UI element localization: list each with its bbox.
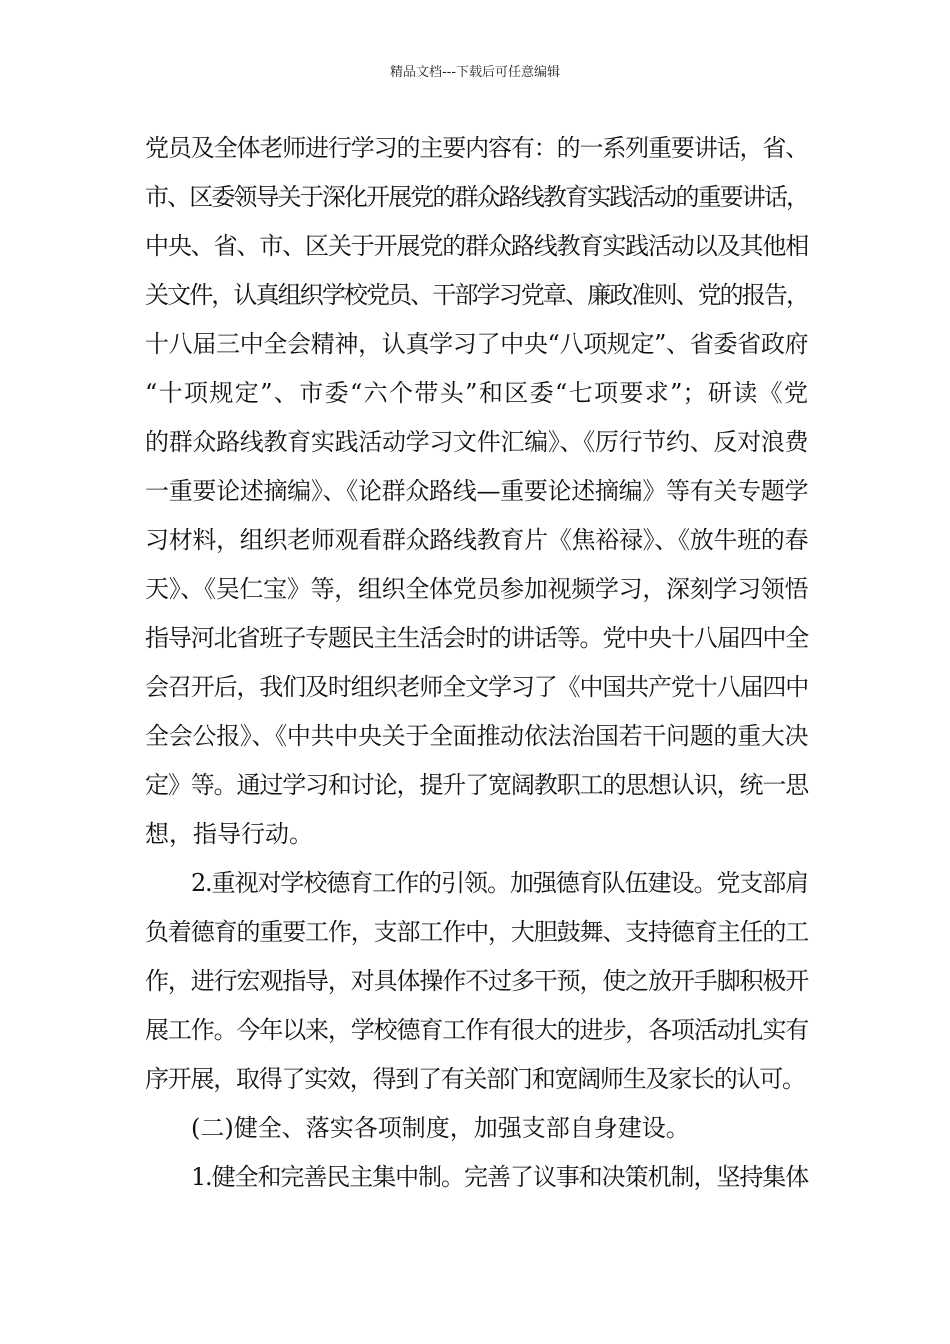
text-line: 指导河北省班子专题民主生活会时的讲话等。党中央十八届四中全 [145,624,808,652]
text-line: 2.重视对学校德育工作的引领。加强德育队伍建设。党支部肩 [191,869,808,897]
text-line: 十八届三中全会精神，认真学习了中央“八项规定”、省委省政府 [145,330,808,358]
text-line: 中央、省、市、区关于开展党的群众路线教育实践活动以及其他相 [145,232,808,260]
text-line: 习材料，组织老师观看群众路线教育片《焦裕禄》、《放牛班的春 [145,526,808,554]
text-line: 市、区委领导关于深化开展党的群众路线教育实践活动的重要讲话， [145,183,808,211]
text-line: 党员及全体老师进行学习的主要内容有：的一系列重要讲话，省、 [145,134,808,162]
text-line: 作，进行宏观指导，对具体操作不过多干预，使之放开手脚积极开 [145,967,808,995]
text-line: 全会公报》、《中共中央关于全面推动依法治国若干问题的重大决 [145,722,808,750]
text-line: 序开展，取得了实效，得到了有关部门和宽阔师生及家长的认可。 [145,1065,805,1093]
text-line: 定》等。通过学习和讨论，提升了宽阔教职工的思想认识，统一思 [145,771,808,799]
text-line: “十项规定”、市委“六个带头”和区委“七项要求”；研读《党 [145,379,808,407]
text-line: 会召开后，我们及时组织老师全文学习了《中国共产党十八届四中 [145,673,808,701]
text-line: 想，指导行动。 [145,820,313,848]
text-line: 的群众路线教育实践活动学习文件汇编》、《厉行节约、反对浪费 [145,428,808,456]
page-header: 精品文档---下载后可任意编辑 [389,65,561,80]
text-line: 1.健全和完善民主集中制。完善了议事和决策机制，坚持集体 [191,1163,808,1191]
text-line: 天》、《吴仁宝》等，组织全体党员参加视频学习，深刻学习领悟 [145,575,808,603]
text-line: 负着德育的重要工作，支部工作中，大胆鼓舞、支持德育主任的工 [145,918,808,946]
text-line: 一重要论述摘编》、《论群众路线—重要论述摘编》等有关专题学 [145,477,808,505]
text-line: 关文件，认真组织学校党员、干部学习党章、廉政准则、党的报告， [145,281,808,309]
document-body [145,128,808,1206]
section-heading: (二)健全、落实各项制度，加强支部自身建设。 [191,1114,690,1142]
text-line: 展工作。今年以来，学校德育工作有很大的进步，各项活动扎实有 [145,1016,808,1044]
